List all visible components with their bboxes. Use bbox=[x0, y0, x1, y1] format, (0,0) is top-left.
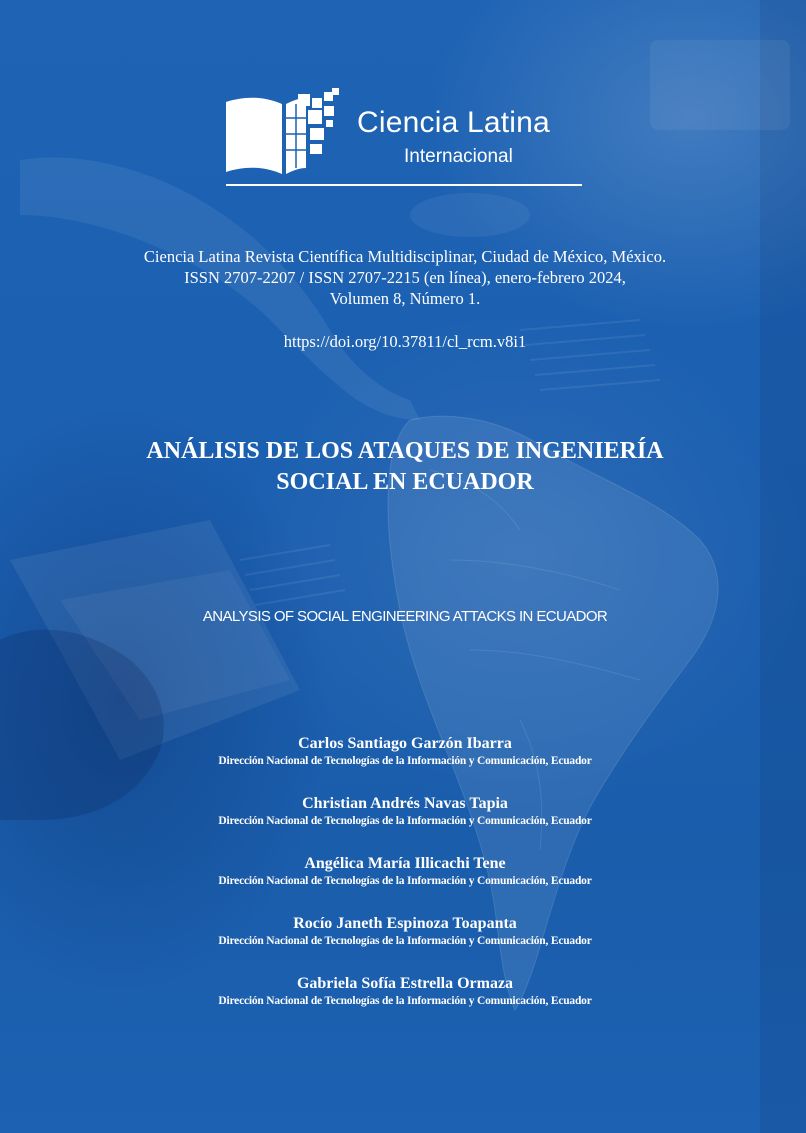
author-name: Angélica María Illicachi Tene bbox=[304, 855, 506, 872]
author-list bbox=[60, 734, 750, 1034]
article-title-line-1: ANÁLISIS DE LOS ATAQUES DE INGENIERÍA bbox=[146, 438, 664, 464]
author-name: Christian Andrés Navas Tapia bbox=[302, 795, 508, 812]
author-affiliation: Dirección Nacional de Tecnologías de la Información y Comunicación, Ecuador bbox=[218, 995, 592, 1007]
article-title bbox=[60, 436, 750, 498]
journal-logo bbox=[224, 88, 586, 190]
author-entry bbox=[60, 974, 750, 1034]
doi-link[interactable]: https://doi.org/10.37811/cl_rcm.v8i1 bbox=[283, 332, 527, 351]
open-book-pixel-icon bbox=[224, 88, 344, 178]
author-name: Gabriela Sofía Estrella Ormaza bbox=[296, 975, 514, 992]
author-entry bbox=[60, 854, 750, 914]
author-name: Rocío Janeth Espinoza Toapanta bbox=[293, 915, 517, 932]
journal-info-line-2: ISSN 2707-2207 / ISSN 2707-2215 (en línea), enero-febrero 2024, bbox=[184, 268, 626, 287]
logo-divider bbox=[226, 184, 582, 186]
author-affiliation: Dirección Nacional de Tecnologías de la Información y Comunicación, Ecuador bbox=[218, 935, 592, 947]
logo-subtitle: Internacional bbox=[404, 146, 513, 167]
author-name: Carlos Santiago Garzón Ibarra bbox=[298, 735, 512, 752]
author-entry bbox=[60, 734, 750, 794]
article-subtitle-english: ANALYSIS OF SOCIAL ENGINEERING ATTACKS IN ECUADOR bbox=[202, 608, 608, 625]
author-entry bbox=[60, 914, 750, 974]
logo-name: Ciencia Latina bbox=[357, 106, 550, 139]
author-entry bbox=[60, 794, 750, 854]
journal-info-line-3: Volumen 8, Número 1. bbox=[329, 289, 481, 308]
journal-info-line-1: Ciencia Latina Revista Científica Multidisciplinar, Ciudad de México, México. bbox=[143, 247, 667, 266]
article-title-line-2: SOCIAL EN ECUADOR bbox=[276, 469, 534, 495]
author-affiliation: Dirección Nacional de Tecnologías de la Información y Comunicación, Ecuador bbox=[218, 815, 592, 827]
journal-info bbox=[60, 246, 750, 309]
author-affiliation: Dirección Nacional de Tecnologías de la Información y Comunicación, Ecuador bbox=[218, 875, 592, 887]
author-affiliation: Dirección Nacional de Tecnologías de la Información y Comunicación, Ecuador bbox=[218, 755, 592, 767]
